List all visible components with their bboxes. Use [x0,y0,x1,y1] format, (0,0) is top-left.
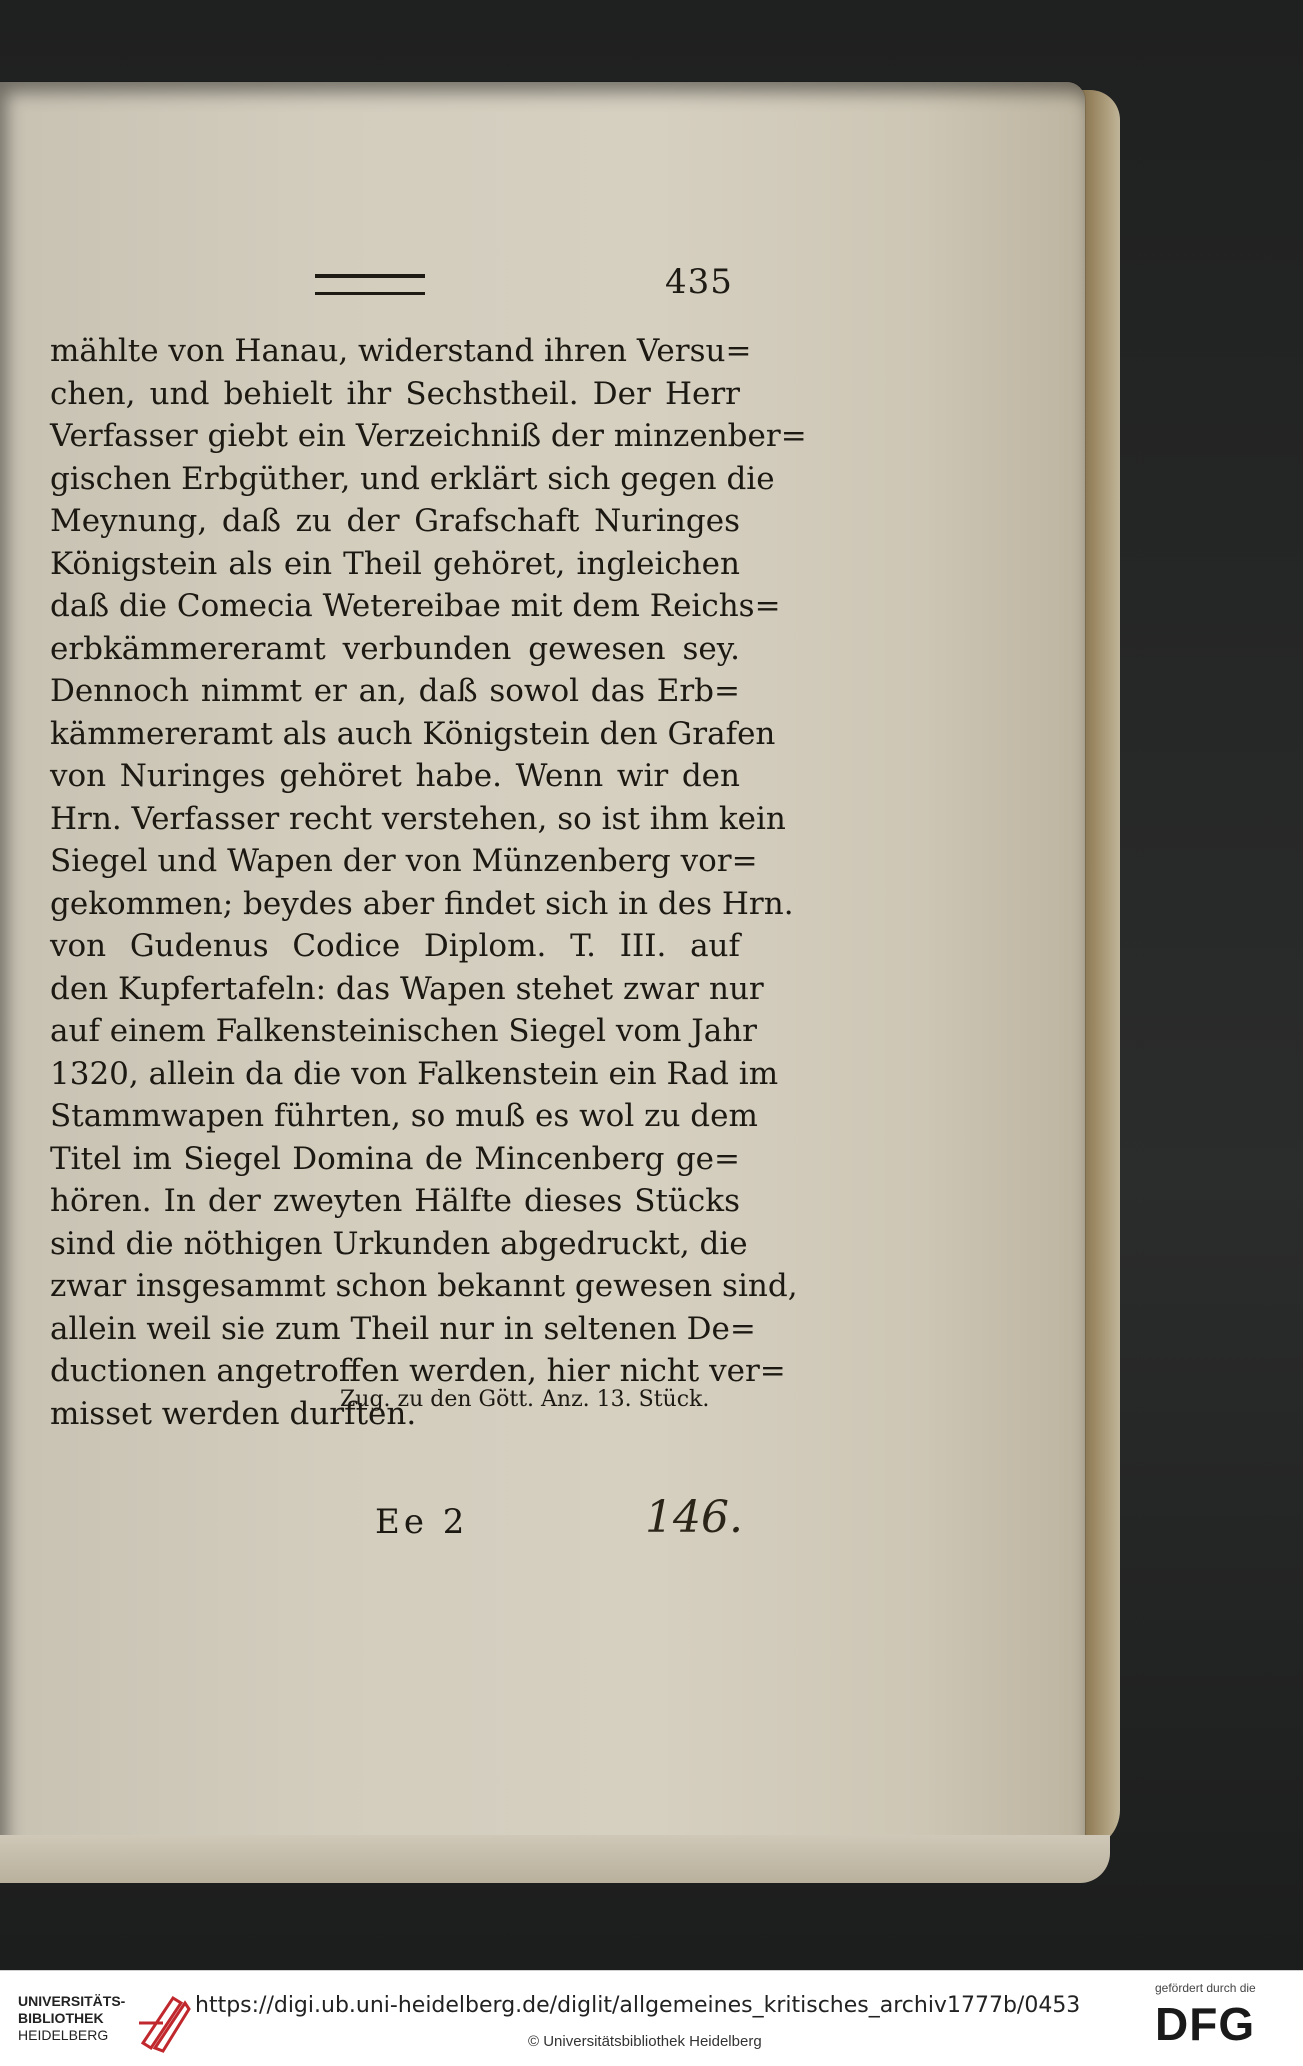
text-line: von Nuringes gehöret habe. Wenn wir den [50,758,740,794]
copyright-notice: © Universitätsbibliothek Heidelberg [528,2033,762,2050]
text-line: Siegel und Wapen der von Münzenberg vor= [50,843,758,879]
dfg-funding[interactable] [1155,1981,1295,2061]
text-line: den Kupfertafeln: das Wapen stehet zwar nur [50,970,764,1007]
funding-caption: gefördert durch die [1155,1981,1256,1995]
text-line: zwar insgesammt schon bekannt gewesen sind, [50,1268,798,1304]
text-line: gekommen; beydes aber findet sich in des Hrn. [50,885,794,922]
text-line: misset werden durften. [50,1395,417,1432]
signature-line: Zug. zu den Gött. Anz. 13. Stück. [340,1387,710,1412]
text-line: von Gudenus Codice Diplom. T. III. auf [50,928,740,964]
text-line: daß die Comecia Wetereibae mit dem Reichs= [50,588,781,624]
library-logo[interactable] [18,1993,188,2053]
text-line: auf einem Falkensteinischen Siegel vom Jahr [50,1013,757,1049]
dfg-logo: DFG [1155,1998,1256,2050]
text-line: gischen Erbgüther, und erklärt sich gegen die [50,460,775,497]
text-line: erbkämmereramt verbunden gewesen sey. [50,630,740,667]
text-line: allein weil sie zum Theil nur in seltenen De= [50,1310,756,1347]
page-header [310,262,740,302]
handwritten-folio-number: 146. [645,1492,743,1543]
body-text [50,330,807,1435]
text-line: Verfasser giebt ein Verzeichniß der minzenber= [50,418,807,454]
viewer-footer [0,1970,1303,2066]
header-rule [315,274,425,295]
text-line: 1320, allein da die von Falkenstein ein Rad im [50,1055,779,1092]
text-line: ductionen angetroffen werden, hier nicht ver= [50,1353,786,1389]
library-name-line1: UNIVERSITÄTS- [18,1993,126,2009]
page-number: 435 [665,262,733,302]
permalink-url[interactable]: https://digi.ub.uni-heidelberg.de/diglit/allgemeines_kritisches_archiv1777b/0453 [195,1993,1081,2018]
text-line: Titel im Siegel Domina de Mincenberg ge= [50,1140,740,1177]
text-line: Dennoch nimmt er an, daß sowol das Erb= [50,673,740,709]
ub-heidelberg-logo-icon [133,1993,193,2053]
text-line: Meynung, daß zu der Grafschaft Nuringes [50,503,740,539]
text-line: sind die nöthigen Urkunden abgedruckt, die [50,1225,748,1262]
page-bottom-edge [0,1835,1110,1883]
text-line: Hrn. Verfasser recht verstehen, so ist ihm kein [50,800,786,837]
library-name-line3: HEIDELBERG [18,2027,109,2043]
text-line: mählte von Hanau, widerstand ihren Versu= [50,333,752,369]
text-line: chen, und behielt ihr Sechstheil. Der Herr [50,375,740,412]
catchword: Ee 2 [375,1502,469,1542]
library-name-line2: BIBLIOTHEK [18,2010,104,2026]
text-line: Stammwapen führten, so muß es wol zu dem [50,1098,758,1134]
text-line: hören. In der zweyten Hälfte dieses Stücks [50,1183,740,1219]
text-line: kämmereramt als auch Königstein den Grafen [50,715,776,752]
library-name [18,1993,125,2044]
text-line: Königstein als ein Theil gehöret, ingleichen [50,545,740,582]
